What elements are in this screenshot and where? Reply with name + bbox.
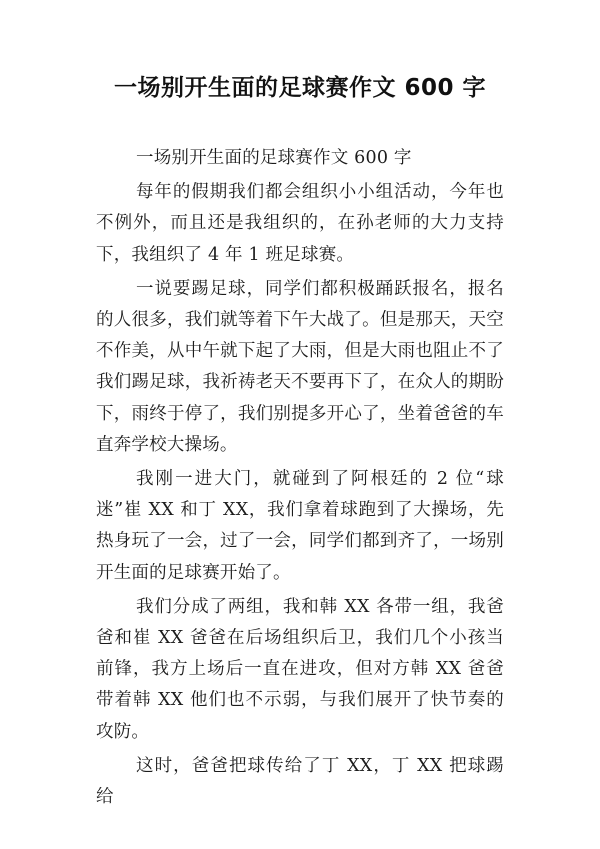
document-body [96, 143, 504, 813]
paragraph: 这时，爸爸把球传给了丁 XX，丁 XX 把球踢给 [96, 755, 504, 808]
paragraph: 每年的假期我们都会组织小小组活动，今年也不例外，而且还是我组织的，在孙老师的大力支持下，我组织了 4 年 1 班足球赛。 [96, 182, 504, 265]
document-subtitle: 一场别开生面的足球赛作文 600 字 [136, 148, 412, 168]
paragraph: 我们分成了两组，我和韩 XX 各带一组，我爸爸和崔 XX 爸爸在后场组织后卫，我们几个小孩当前锋，我方上场后一直在进攻，但对方韩 XX 爸爸带着韩 XX 他们也不示弱，与我们展开了快节奏的攻防。 [96, 596, 504, 742]
document-title: 一场别开生面的足球赛作文 600 字 [113, 75, 487, 101]
paragraph: 我刚一进大门，就碰到了阿根廷的 2 位“球迷”崔 XX 和丁 XX，我们拿着球跑到了大操场，先热身玩了一会，过了一会，同学们都到齐了，一场别开生面的足球赛开始了。 [96, 469, 504, 583]
paragraph: 一说要踢足球，同学们都积极踊跃报名，报名的人很多，我们就等着下午大战了。但是那天，天空不作美，从中午就下起了大雨，但是大雨也阻止不了我们踢足球，我祈祷老天不要再下了，在众人的期盼下，雨终于停了，我们别提多开心了，坐着爸爸的车直奔学校大操场。 [96, 278, 504, 455]
